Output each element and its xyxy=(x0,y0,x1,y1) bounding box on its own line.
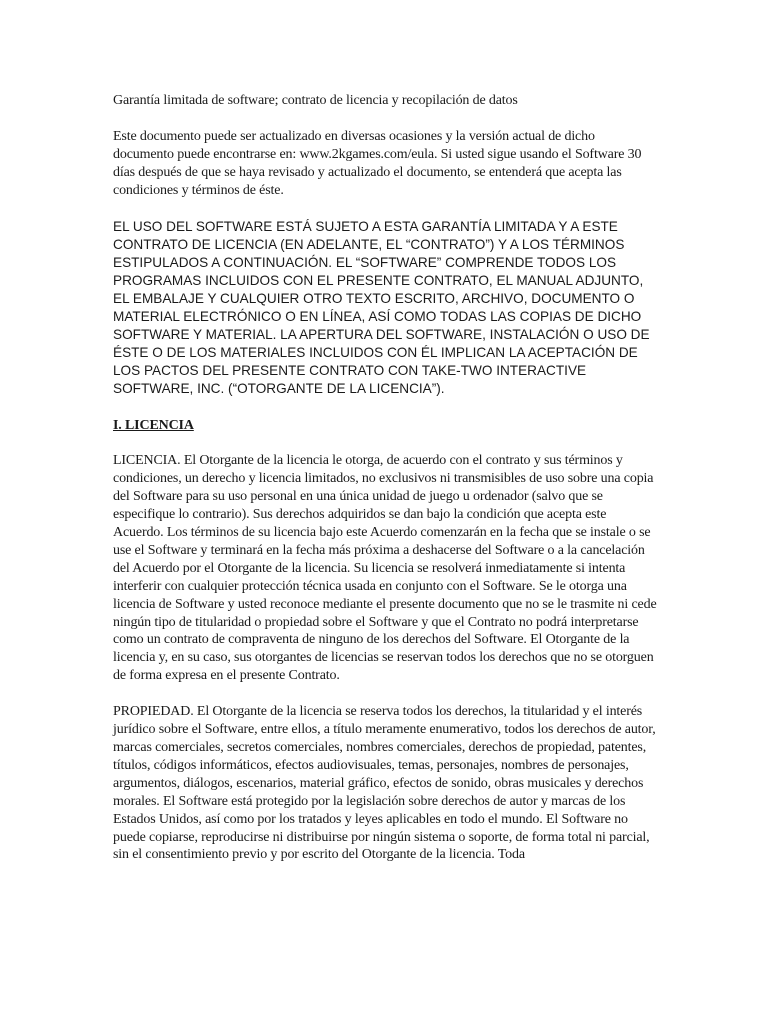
intro-paragraph: Este documento puede ser actualizado en diversas ocasiones y la versión actual de dicho documento puede encontrarse en: www.2kgames.com/eula. Si usted sigue usando el Software 30 días después de que se haya revisado y actualizado el documento, se entenderá que acepta las condiciones y términos de éste. xyxy=(113,128,642,198)
section-heading: I. LICENCIA xyxy=(113,418,194,434)
document-title: Garantía limitada de software; contrato de licencia y recopilación de datos xyxy=(113,93,518,108)
document-body xyxy=(113,92,658,864)
license-paragraph: LICENCIA. El Otorgante de la licencia le otorga, de acuerdo con el contrato y sus términos y condiciones, un derecho y licencia limitados, no exclusivos ni transmisibles de uso sobre una copia del Software para su uso personal en una única unidad de juego u ordenador (salvo que se especifique lo contrario). Sus derechos adquiridos se dan bajo la condición que acepta este Acuerdo. Los términos de su licencia bajo este Acuerdo comenzarán en la fecha que se instale o se use el Software y terminará en la fecha más próxima a deshacerse del Software o a la cancelación del Acuerdo por el Otorgante de la licencia. Su licencia se resolverá inmediatamente si intenta interferir con cualquier protección técnica usada en conjunto con el Software. Se le otorga una licencia de Software y usted reconoce mediante el presente documento que no se le trasmite ni cede ningún tipo de titularidad o propiedad sobre el Software y que el Contrato no podrá interpretarse como un contrato de compraventa de ninguno de los derechos del Software. El Otorgante de la licencia y, en su caso, sus otorgantes de licencias se reservan todos los derechos que no se otorguen de forma expresa en el presente Contrato. xyxy=(113,453,657,684)
notice-paragraph: EL USO DEL SOFTWARE ESTÁ SUJETO A ESTA GARANTÍA LIMITADA Y A ESTE CONTRATO DE LICENCIA (EN ADELANTE, EL “CONTRATO”) Y A LOS TÉRMINOS ESTIPULADOS A CONTINUACIÓN. EL “SOFTWARE” COMPRENDE TODOS LOS PROGRAMAS INCLUIDOS CON EL PRESENTE CONTRATO, EL MANUAL ADJUNTO, EL EMBALAJE Y CUALQUIER OTRO TEXTO ESCRITO, ARCHIVO, DOCUMENTO O MATERIAL ELECTRÓNICO O EN LÍNEA, ASÍ COMO TODAS LAS COPIAS DE DICHO SOFTWARE Y MATERIAL. LA APERTURA DEL SOFTWARE, INSTALACIÓN O USO DE ÉSTE O DE LOS MATERIALES INCLUIDOS CON ÉL IMPLICAN LA ACEPTACIÓN DE LOS PACTOS DEL PRESENTE CONTRATO CON TAKE-TWO INTERACTIVE SOFTWARE, INC. (“OTORGANTE DE LA LICENCIA”). xyxy=(113,218,650,397)
property-paragraph: PROPIEDAD. El Otorgante de la licencia se reserva todos los derechos, la titularidad y el interés jurídico sobre el Software, entre ellos, a título meramente enumerativo, todos los derechos de autor, marcas comerciales, secretos comerciales, nombres comerciales, derechos de propiedad, patentes, títulos, códigos informáticos, efectos audiovisuales, temas, personajes, nombres de personajes, argumentos, diálogos, escenarios, material gráfico, efectos de sonido, obras musicales y derechos morales. El Software está protegido por la legislación sobre derechos de autor y marcas de los Estados Unidos, así como por los tratados y leyes aplicables en todo el mundo. El Software no puede copiarse, reproducirse ni distribuirse por ningún sistema o soporte, de forma total ni parcial, sin el consentimiento previo y por escrito del Otorgante de la licencia. Toda xyxy=(113,704,656,863)
